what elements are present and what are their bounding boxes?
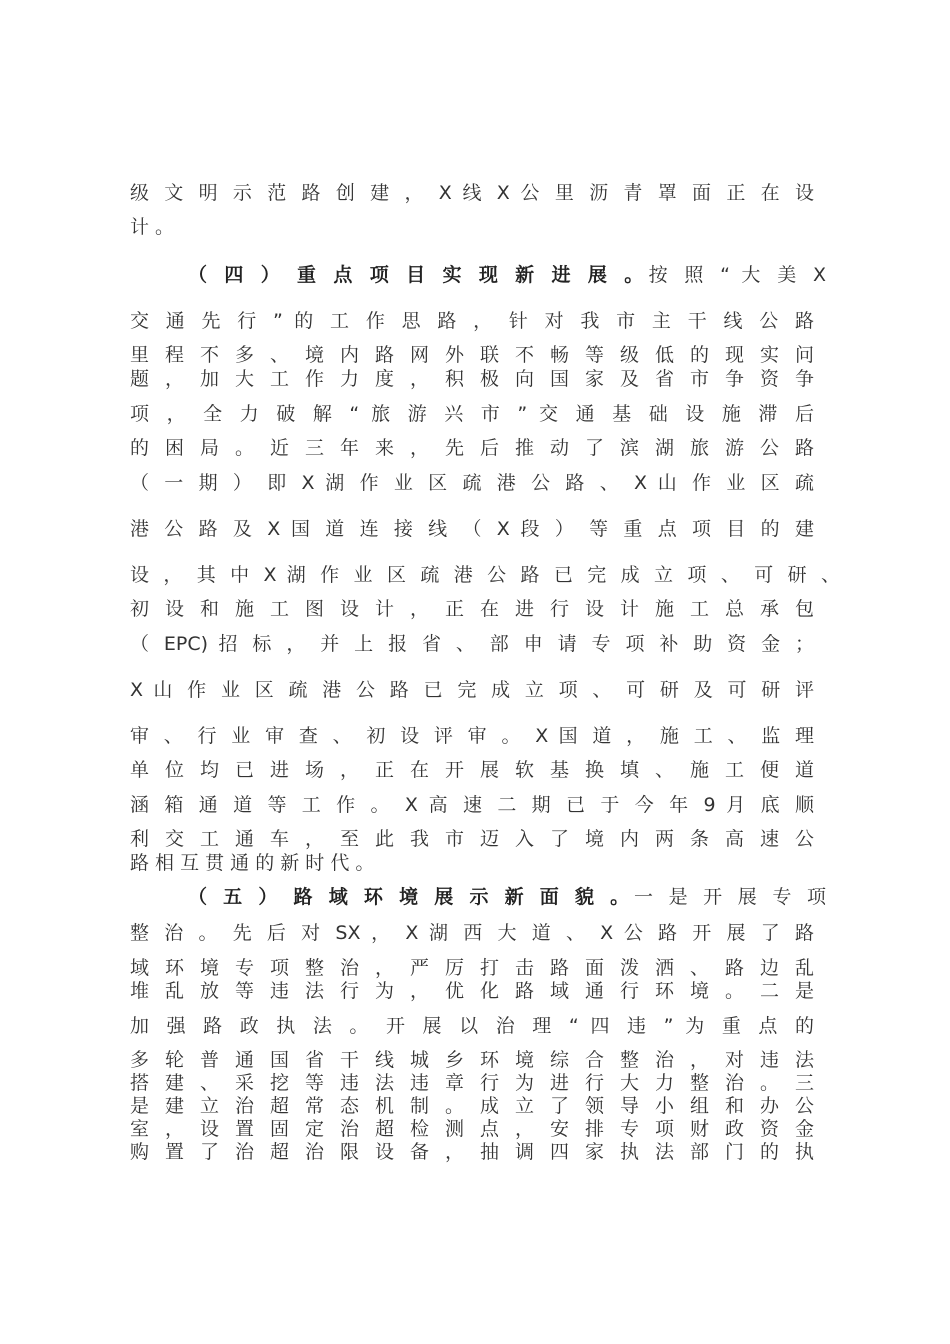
text-line: 计 。 [130, 216, 175, 238]
text-line: 加 强 路 政 执 法 。 开 展 以 治 理 “ 四 违 ” 为 重 点 的 [130, 1015, 814, 1037]
text-line: 港 公 路 及 X 国 道 连 接 线 （ X 段 ） 等 重 点 项 目 的 建 [130, 518, 814, 540]
text-line: 单 位 均 已 进 场 ， 正 在 开 展 软 基 换 填 、 施 工 便 道 [130, 759, 814, 781]
text-line: 的 困 局 。 近 三 年 来 ， 先 后 推 动 了 滨 湖 旅 游 公 路 [130, 437, 814, 459]
section-heading-4 [188, 262, 826, 288]
text-line: 整 治 。 先 后 对 SX ， X 湖 西 大 道 、 X 公 路 开 展 了 路 [130, 922, 814, 944]
text-line: 里 程 不 多 、 境 内 路 网 外 联 不 畅 等 级 低 的 现 实 问 [130, 344, 814, 366]
text-line: 初 设 和 施 工 图 设 计 ， 正 在 进 行 设 计 施 工 总 承 包 [130, 598, 814, 620]
section-heading-5-title: （ 五 ） 路 域 环 境 展 示 新 面 貌 。 [188, 886, 634, 908]
text-line: 涵 箱 通 道 等 工 作 。 X 高 速 二 期 已 于 今 年 9 月 底 顺 [130, 794, 814, 816]
section-heading-5 [188, 884, 826, 910]
text-line: 级 文 明 示 范 路 创 建 ， X 线 X 公 里 沥 青 罩 面 正 在 设 [130, 182, 814, 204]
text-line: 交 通 先 行 ” 的 工 作 思 路 ， 针 对 我 市 主 干 线 公 路 [130, 310, 814, 332]
text-line: 利 交 工 通 车 ， 至 此 我 市 迈 入 了 境 内 两 条 高 速 公 [130, 828, 814, 850]
text-line: 设 ， 其 中 X 湖 作 业 区 疏 港 公 路 已 完 成 立 项 、 可 研 、 [130, 564, 840, 586]
section-heading-4-title: （ 四 ） 重 点 项 目 实 现 新 进 展 。 [188, 264, 649, 286]
text-line: 堆 乱 放 等 违 法 行 为 ， 优 化 路 域 通 行 环 境 。 二 是 [130, 980, 814, 1002]
text-line: 搭 建 、 采 挖 等 违 法 违 章 行 为 进 行 大 力 整 治 。 三 [130, 1072, 814, 1094]
text-line: （ 一 期 ） 即 X 湖 作 业 区 疏 港 公 路 、 X 山 作 业 区 疏 [130, 472, 814, 494]
text-line: 项 ， 全 力 破 解 “ 旅 游 兴 市 ” 交 通 基 础 设 施 滞 后 [130, 403, 814, 425]
text-line: 路 相 互 贯 通 的 新 时 代 。 [130, 852, 375, 874]
text-line: （ EPC) 招 标 ， 并 上 报 省 、 部 申 请 专 项 补 助 资 金 ； [130, 633, 814, 655]
section-heading-5-text: 一 是 开 展 专 项 [633, 886, 826, 908]
text-line: 审 、 行 业 审 查 、 初 设 评 审 。 X 国 道 ， 施 工 、 监 理 [130, 725, 814, 747]
section-heading-4-text: 按 照 “ 大 美 X [648, 264, 826, 286]
text-line: 室 ， 设 置 固 定 治 超 检 测 点 ， 安 排 专 项 财 政 资 金 [130, 1118, 814, 1140]
text-line: 购 置 了 治 超 治 限 设 备 ， 抽 调 四 家 执 法 部 门 的 执 [130, 1141, 814, 1163]
text-line: X 山 作 业 区 疏 港 公 路 已 完 成 立 项 、 可 研 及 可 研 评 [130, 679, 814, 701]
text-line: 题 ， 加 大 工 作 力 度 ， 积 极 向 国 家 及 省 市 争 资 争 [130, 368, 814, 390]
text-line: 是 建 立 治 超 常 态 机 制 。 成 立 了 领 导 小 组 和 办 公 [130, 1095, 814, 1117]
text-line: 多 轮 普 通 国 省 干 线 城 乡 环 境 综 合 整 治 ， 对 违 法 [130, 1049, 814, 1071]
text-line: 域 环 境 专 项 整 治 ， 严 厉 打 击 路 面 泼 洒 、 路 边 乱 [130, 957, 814, 979]
